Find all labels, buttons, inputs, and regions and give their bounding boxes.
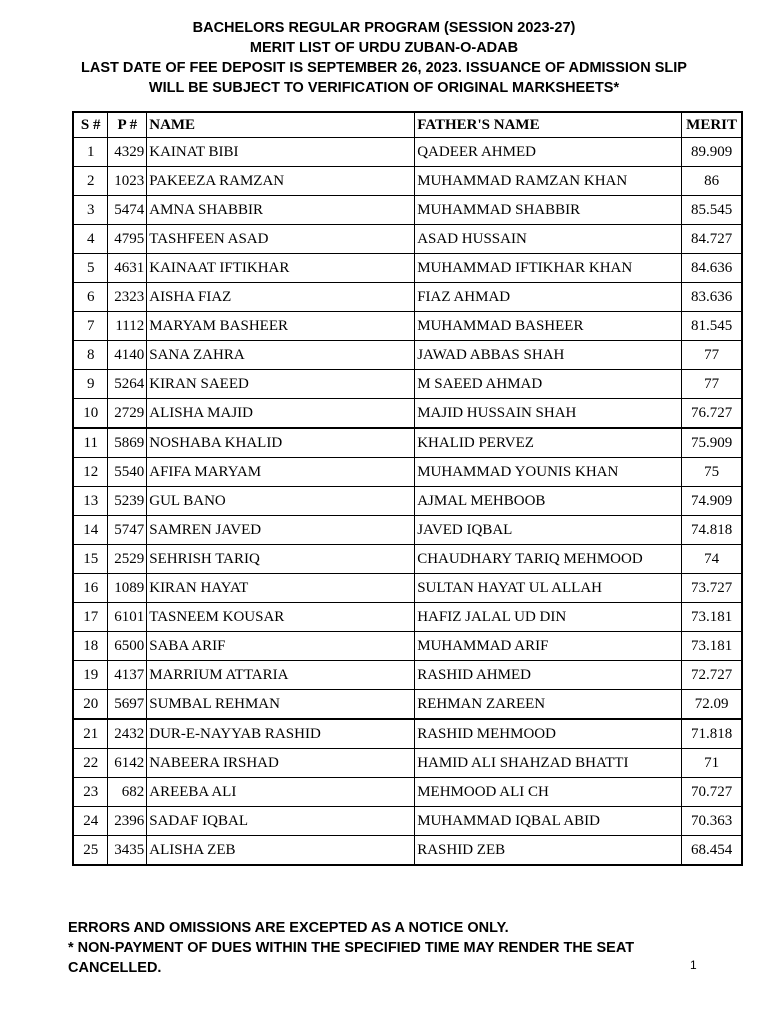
cell-merit: 72.09: [682, 690, 742, 720]
cell-name: TASHFEEN ASAD: [147, 225, 415, 254]
table-row: [73, 254, 742, 283]
cell-serial: 13: [73, 487, 108, 516]
column-header-serial: S #: [73, 112, 108, 138]
cell-p-number: 5697: [108, 690, 147, 720]
cell-serial: 16: [73, 574, 108, 603]
cell-name: NABEERA IRSHAD: [147, 749, 415, 778]
cell-name: NOSHABA KHALID: [147, 428, 415, 458]
cell-merit: 73.181: [682, 603, 742, 632]
cell-father-name: FIAZ AHMAD: [415, 283, 682, 312]
cell-serial: 14: [73, 516, 108, 545]
program-title: BACHELORS REGULAR PROGRAM (SESSION 2023-27): [192, 20, 576, 36]
errors-notice: ERRORS AND OMISSIONS ARE EXCEPTED AS A NOTICE ONLY.: [68, 920, 509, 936]
cell-serial: 12: [73, 458, 108, 487]
table-row: [73, 632, 742, 661]
cell-p-number: 5264: [108, 370, 147, 399]
verification-notice: WILL BE SUBJECT TO VERIFICATION OF ORIGINAL MARKSHEETS*: [148, 80, 620, 96]
cell-p-number: 5474: [108, 196, 147, 225]
table-row: [73, 574, 742, 603]
cell-merit: 84.727: [682, 225, 742, 254]
cell-merit: 74: [682, 545, 742, 574]
cell-merit: 74.818: [682, 516, 742, 545]
cell-merit: 76.727: [682, 399, 742, 429]
cell-father-name: RASHID MEHMOOD: [415, 719, 682, 749]
cell-father-name: REHMAN ZAREEN: [415, 690, 682, 720]
table-body: [73, 138, 742, 866]
cell-father-name: QADEER AHMED: [415, 138, 682, 167]
cell-serial: 5: [73, 254, 108, 283]
cell-name: AREEBA ALI: [147, 778, 415, 807]
table-row: [73, 603, 742, 632]
table-row: [73, 487, 742, 516]
cell-name: MARYAM BASHEER: [147, 312, 415, 341]
cell-father-name: JAWAD ABBAS SHAH: [415, 341, 682, 370]
cell-p-number: 2529: [108, 545, 147, 574]
cell-father-name: MUHAMMAD IFTIKHAR KHAN: [415, 254, 682, 283]
cell-p-number: 2432: [108, 719, 147, 749]
cell-name: SABA ARIF: [147, 632, 415, 661]
column-header-p-number: P #: [108, 112, 147, 138]
cell-father-name: MUHAMMAD ARIF: [415, 632, 682, 661]
table-row: [73, 749, 742, 778]
cell-p-number: 2323: [108, 283, 147, 312]
table-row: [73, 661, 742, 690]
cell-name: KAINAT BIBI: [147, 138, 415, 167]
cell-father-name: JAVED IQBAL: [415, 516, 682, 545]
cell-serial: 11: [73, 428, 108, 458]
table-row: [73, 341, 742, 370]
cell-name: ALISHA ZEB: [147, 836, 415, 866]
merit-list-table: [72, 111, 743, 866]
table-row: [73, 807, 742, 836]
cell-name: GUL BANO: [147, 487, 415, 516]
cell-name: SUMBAL REHMAN: [147, 690, 415, 720]
cell-father-name: HAMID ALI SHAHZAD BHATTI: [415, 749, 682, 778]
cell-p-number: 1023: [108, 167, 147, 196]
cell-merit: 71: [682, 749, 742, 778]
cell-p-number: 5747: [108, 516, 147, 545]
cell-p-number: 4631: [108, 254, 147, 283]
cell-serial: 21: [73, 719, 108, 749]
cell-father-name: KHALID PERVEZ: [415, 428, 682, 458]
cell-p-number: 6142: [108, 749, 147, 778]
table-header-row: [73, 112, 742, 138]
cell-name: DUR-E-NAYYAB RASHID: [147, 719, 415, 749]
cell-serial: 25: [73, 836, 108, 866]
cell-father-name: MUHAMMAD RAMZAN KHAN: [415, 167, 682, 196]
cell-p-number: 1112: [108, 312, 147, 341]
cell-p-number: 2729: [108, 399, 147, 429]
cell-p-number: 4329: [108, 138, 147, 167]
cell-name: PAKEEZA RAMZAN: [147, 167, 415, 196]
cell-merit: 75.909: [682, 428, 742, 458]
cell-merit: 77: [682, 370, 742, 399]
cell-name: ALISHA MAJID: [147, 399, 415, 429]
cell-merit: 71.818: [682, 719, 742, 749]
cell-name: TASNEEM KOUSAR: [147, 603, 415, 632]
table-row: [73, 719, 742, 749]
cell-name: KAINAAT IFTIKHAR: [147, 254, 415, 283]
cell-merit: 81.545: [682, 312, 742, 341]
cell-serial: 23: [73, 778, 108, 807]
cell-serial: 17: [73, 603, 108, 632]
cell-merit: 84.636: [682, 254, 742, 283]
cell-p-number: 1089: [108, 574, 147, 603]
cell-name: SADAF IQBAL: [147, 807, 415, 836]
cell-father-name: MUHAMMAD BASHEER: [415, 312, 682, 341]
cell-serial: 20: [73, 690, 108, 720]
fee-deadline-notice: LAST DATE OF FEE DEPOSIT IS SEPTEMBER 26, 2023. ISSUANCE OF ADMISSION SLIP: [81, 60, 687, 76]
cell-merit: 77: [682, 341, 742, 370]
cell-serial: 22: [73, 749, 108, 778]
document-header: [0, 18, 768, 98]
cell-serial: 3: [73, 196, 108, 225]
table-row: [73, 196, 742, 225]
footer-notes: [68, 918, 634, 978]
cell-p-number: 4140: [108, 341, 147, 370]
column-header-father-name: FATHER'S NAME: [415, 112, 682, 138]
table-row: [73, 778, 742, 807]
cell-father-name: RASHID AHMED: [415, 661, 682, 690]
cell-father-name: MUHAMMAD SHABBIR: [415, 196, 682, 225]
table-row: [73, 167, 742, 196]
cell-father-name: RASHID ZEB: [415, 836, 682, 866]
cell-merit: 83.636: [682, 283, 742, 312]
cell-serial: 10: [73, 399, 108, 429]
cell-p-number: 5540: [108, 458, 147, 487]
merit-list-title: MERIT LIST OF URDU ZUBAN-O-ADAB: [249, 40, 519, 56]
cell-father-name: MAJID HUSSAIN SHAH: [415, 399, 682, 429]
non-payment-notice-continued: CANCELLED.: [68, 960, 162, 976]
cell-merit: 70.727: [682, 778, 742, 807]
table-row: [73, 428, 742, 458]
cell-serial: 4: [73, 225, 108, 254]
cell-serial: 1: [73, 138, 108, 167]
column-header-merit: MERIT: [682, 112, 742, 138]
cell-merit: 85.545: [682, 196, 742, 225]
cell-p-number: 4795: [108, 225, 147, 254]
table-row: [73, 370, 742, 399]
cell-p-number: 3435: [108, 836, 147, 866]
cell-name: AFIFA MARYAM: [147, 458, 415, 487]
column-header-name: NAME: [147, 112, 415, 138]
cell-merit: 86: [682, 167, 742, 196]
cell-father-name: ASAD HUSSAIN: [415, 225, 682, 254]
cell-father-name: AJMAL MEHBOOB: [415, 487, 682, 516]
table-row: [73, 312, 742, 341]
cell-merit: 74.909: [682, 487, 742, 516]
cell-p-number: 682: [108, 778, 147, 807]
cell-father-name: M SAEED AHMAD: [415, 370, 682, 399]
cell-serial: 15: [73, 545, 108, 574]
table-row: [73, 399, 742, 429]
cell-serial: 2: [73, 167, 108, 196]
table-row: [73, 545, 742, 574]
cell-name: MARRIUM ATTARIA: [147, 661, 415, 690]
cell-p-number: 5239: [108, 487, 147, 516]
cell-name: AISHA FIAZ: [147, 283, 415, 312]
cell-p-number: 2396: [108, 807, 147, 836]
table-row: [73, 690, 742, 720]
table-row: [73, 516, 742, 545]
cell-father-name: CHAUDHARY TARIQ MEHMOOD: [415, 545, 682, 574]
cell-merit: 73.727: [682, 574, 742, 603]
page-number: 1: [690, 958, 697, 972]
cell-merit: 68.454: [682, 836, 742, 866]
table-row: [73, 138, 742, 167]
cell-p-number: 5869: [108, 428, 147, 458]
table-row: [73, 836, 742, 866]
non-payment-notice: * NON-PAYMENT OF DUES WITHIN THE SPECIFIED TIME MAY RENDER THE SEAT: [68, 940, 635, 956]
cell-serial: 9: [73, 370, 108, 399]
cell-serial: 6: [73, 283, 108, 312]
cell-father-name: MEHMOOD ALI CH: [415, 778, 682, 807]
cell-father-name: MUHAMMAD IQBAL ABID: [415, 807, 682, 836]
cell-serial: 8: [73, 341, 108, 370]
cell-p-number: 4137: [108, 661, 147, 690]
cell-merit: 73.181: [682, 632, 742, 661]
cell-merit: 70.363: [682, 807, 742, 836]
cell-serial: 7: [73, 312, 108, 341]
cell-father-name: MUHAMMAD YOUNIS KHAN: [415, 458, 682, 487]
table-row: [73, 225, 742, 254]
table-row: [73, 283, 742, 312]
cell-merit: 72.727: [682, 661, 742, 690]
cell-name: AMNA SHABBIR: [147, 196, 415, 225]
cell-name: SANA ZAHRA: [147, 341, 415, 370]
cell-merit: 75: [682, 458, 742, 487]
cell-name: SEHRISH TARIQ: [147, 545, 415, 574]
cell-name: KIRAN HAYAT: [147, 574, 415, 603]
cell-name: KIRAN SAEED: [147, 370, 415, 399]
cell-father-name: SULTAN HAYAT UL ALLAH: [415, 574, 682, 603]
cell-p-number: 6101: [108, 603, 147, 632]
cell-serial: 19: [73, 661, 108, 690]
cell-p-number: 6500: [108, 632, 147, 661]
cell-father-name: HAFIZ JALAL UD DIN: [415, 603, 682, 632]
table-row: [73, 458, 742, 487]
cell-merit: 89.909: [682, 138, 742, 167]
cell-serial: 24: [73, 807, 108, 836]
cell-name: SAMREN JAVED: [147, 516, 415, 545]
cell-serial: 18: [73, 632, 108, 661]
